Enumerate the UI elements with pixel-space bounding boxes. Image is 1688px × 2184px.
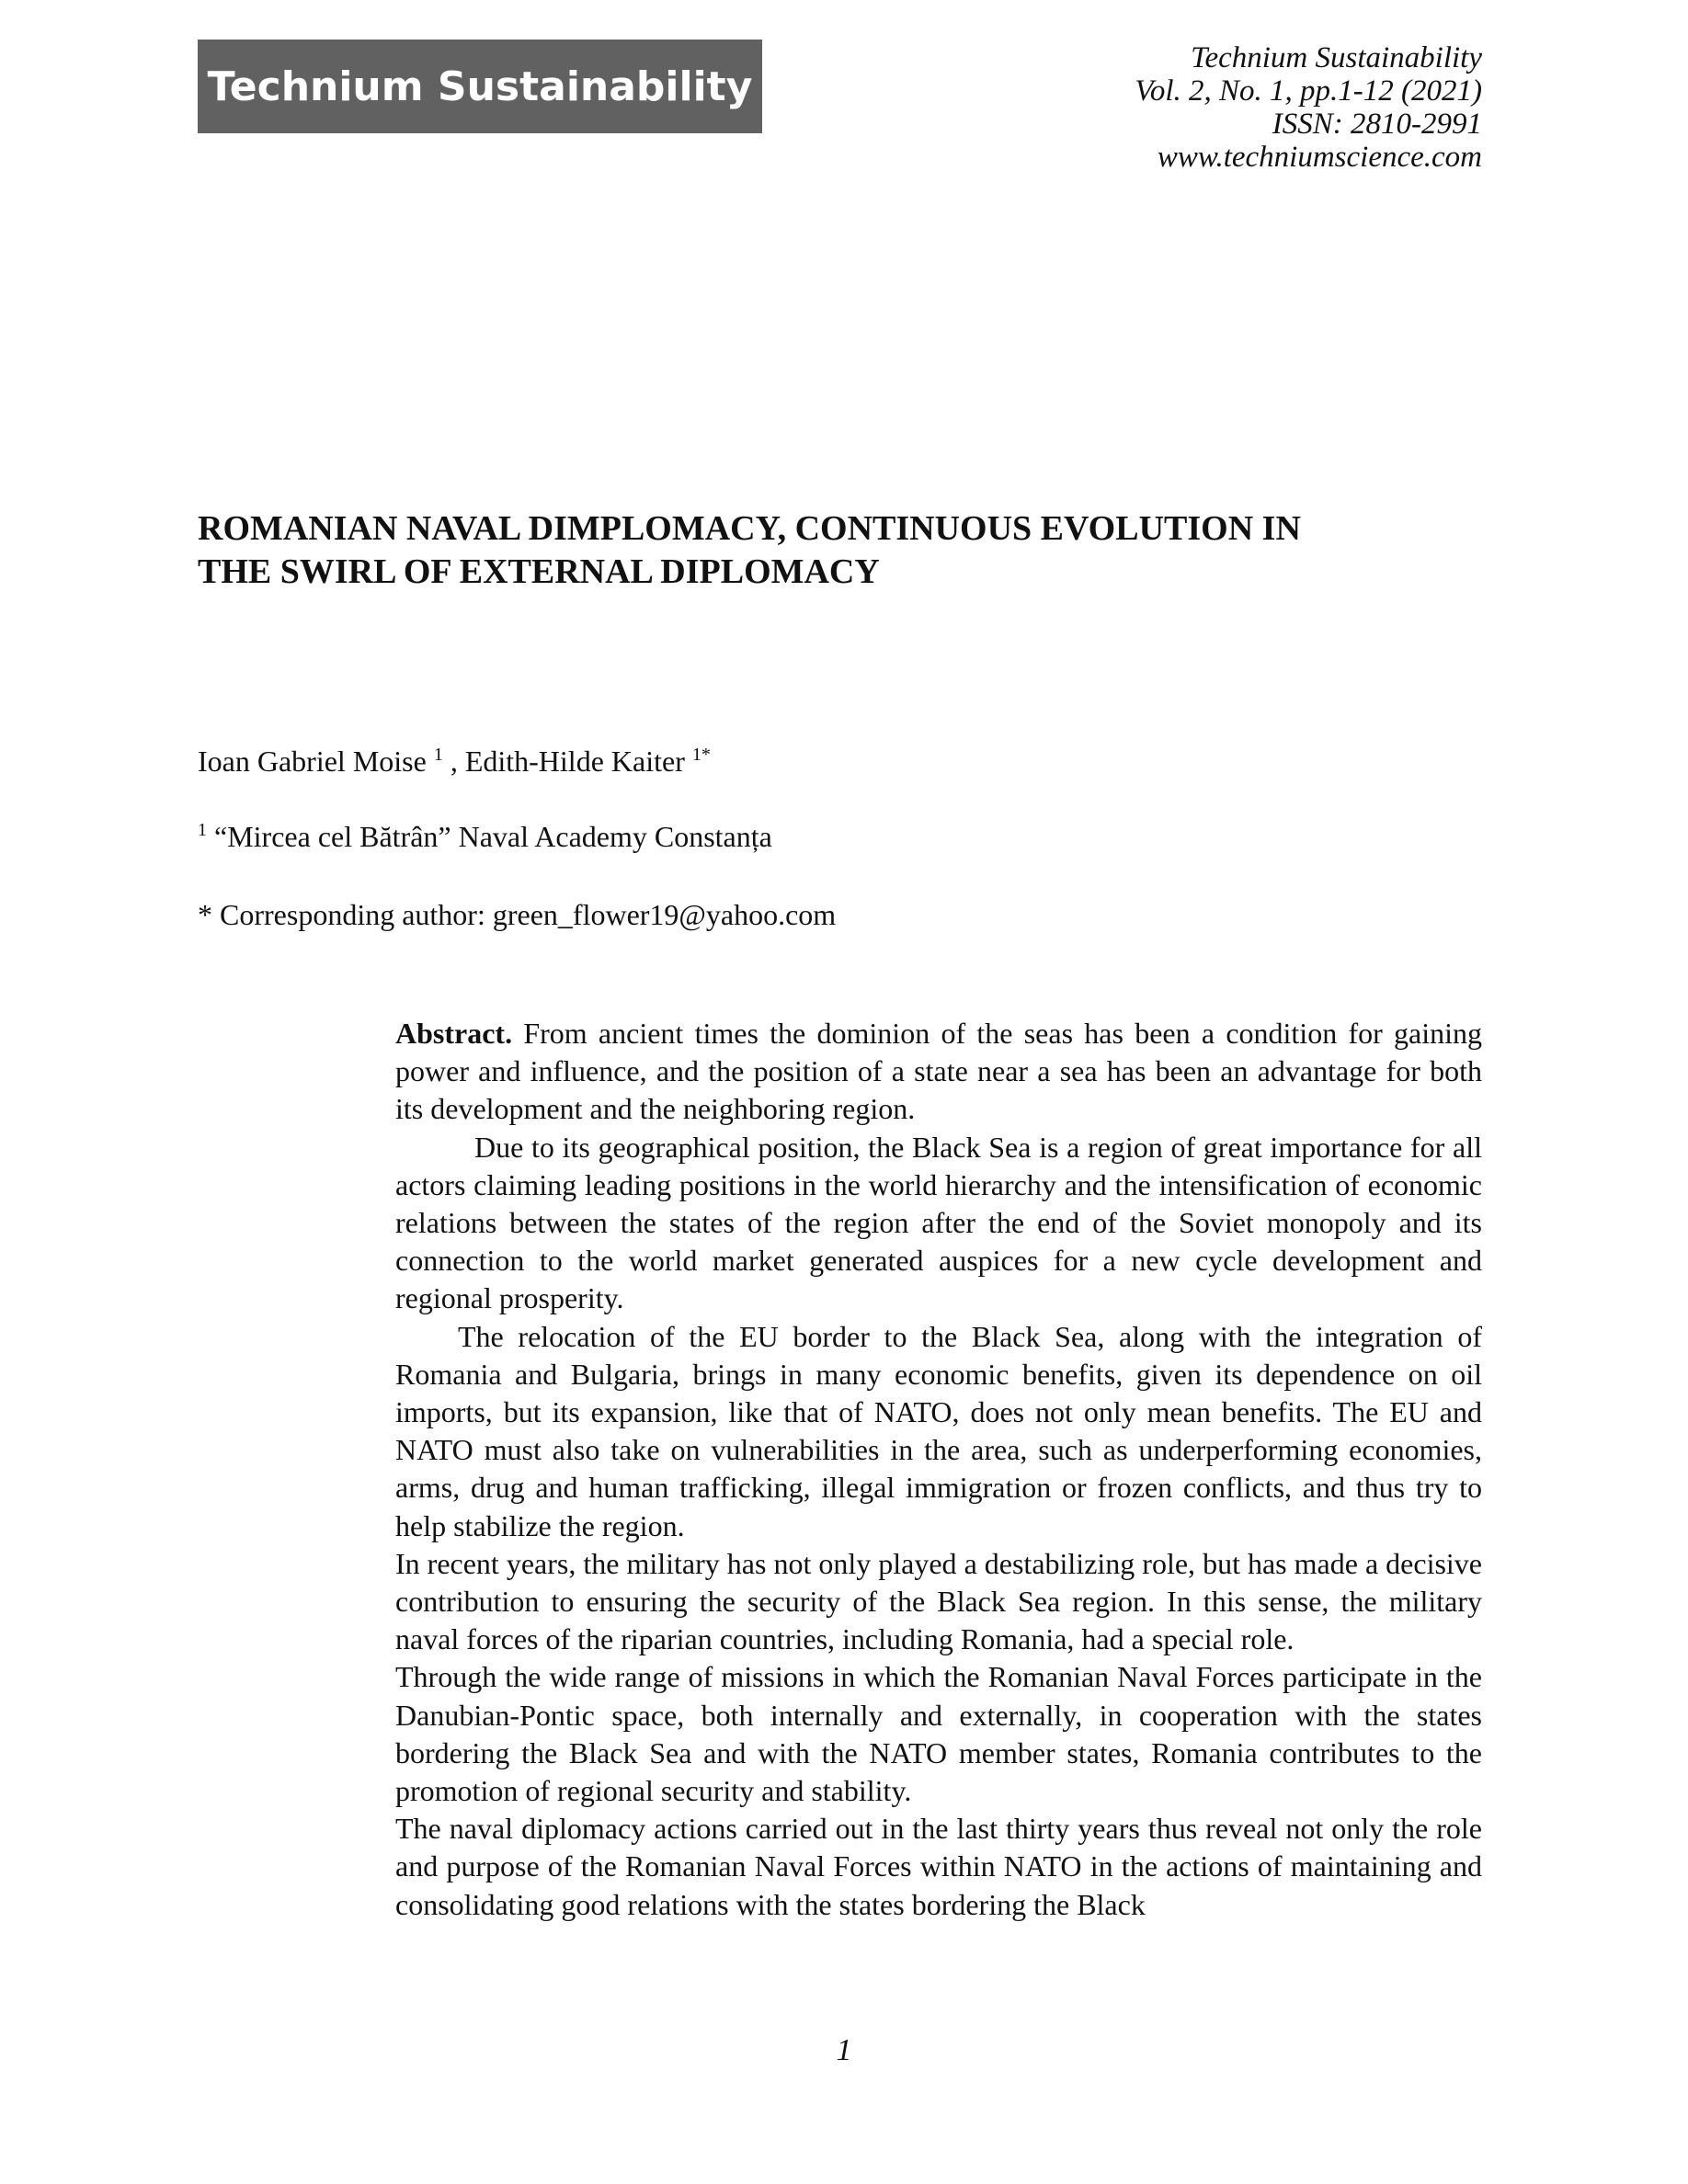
abstract-paragraph-1-text: From ancient times the dominion of the seas has been a condition for gaining power and influence, and the position of a state near a sea has been an advantage for both its development and the neighboring region.: [395, 1017, 1482, 1126]
abstract-paragraph-3: The relocation of the EU border to the Black Sea, along with the integration of Romania and Bulgaria, brings in many economic benefits, given its dependence on oil imports, but its expansion, like that of NATO, does not only mean benefits. The EU and NATO must also take on vulnerabilities in the area, such as underperforming economies, arms, drug and human trafficking, illegal immigration or frozen conflicts, and thus try to help stabilize the region.: [395, 1319, 1482, 1542]
journal-info: [1135, 41, 1482, 174]
journal-issn: ISSN: 2810-2991: [1272, 108, 1482, 141]
affiliation-mark: 1: [198, 820, 207, 840]
abstract-label: Abstract.: [395, 1017, 513, 1050]
abstract-paragraph-6: The naval diplomacy actions carried out in the last thirty years thus reveal not only the role and purpose of the Romanian Naval Forces within NATO in the actions of maintaining and consolidating good relations with the states bordering the Black: [395, 1812, 1482, 1921]
logo-text: Technium Sustainability: [207, 63, 753, 110]
abstract: [395, 1015, 1482, 1924]
author-1-affiliation-mark: 1: [433, 745, 443, 765]
journal-logo: [198, 40, 762, 133]
author-2: , Edith-Hilde Kaiter: [442, 745, 692, 778]
abstract-paragraph-2: Due to its geographical position, the Black Sea is a region of great importance for all actors claiming leading positions in the world hierarchy and the intensification of economic relations between the states of the region after the end of the Soviet monopoly and its connection to the world market generated auspices for a new cycle development and regional prosperity.: [395, 1130, 1482, 1315]
corresponding-author: * Corresponding author: green_flower19@yahoo.com: [198, 898, 837, 931]
title-line-1: ROMANIAN NAVAL DIMPLOMACY, CONTINUOUS EVOLUTION IN: [198, 509, 1301, 548]
abstract-paragraph-4: In recent years, the military has not only played a destabilizing role, but has made a decisive contribution to ensuring the security of the Black Sea region. In this sense, the military naval forces of the riparian countries, including Romania, had a special role.: [395, 1546, 1482, 1656]
author-list: [198, 743, 711, 779]
author-1: Ioan Gabriel Moise: [198, 745, 434, 778]
author-2-affiliation-mark: 1*: [691, 745, 711, 765]
journal-volume: Vol. 2, No. 1, pp.1-12 (2021): [1135, 74, 1482, 108]
journal-name: Technium Sustainability: [1191, 41, 1482, 74]
page-number: 1: [836, 2033, 852, 2067]
journal-website[interactable]: www.techniumscience.com: [1157, 141, 1482, 174]
title-line-2: THE SWIRL OF EXTERNAL DIPLOMACY: [198, 552, 880, 591]
affiliation: [198, 818, 772, 855]
affiliation-text: “Mircea cel Bătrân” Naval Academy Constanța: [207, 820, 772, 853]
article-title: [198, 507, 1503, 594]
abstract-paragraph-1: [395, 1015, 1482, 1129]
abstract-paragraph-5: Through the wide range of missions in which the Romanian Naval Forces participate in the Danubian-Pontic space, both internally and externally, in cooperation with the states bordering the Black Sea and with the NATO member states, Romania contributes to the promotion of regional security and stability.: [395, 1660, 1482, 1808]
